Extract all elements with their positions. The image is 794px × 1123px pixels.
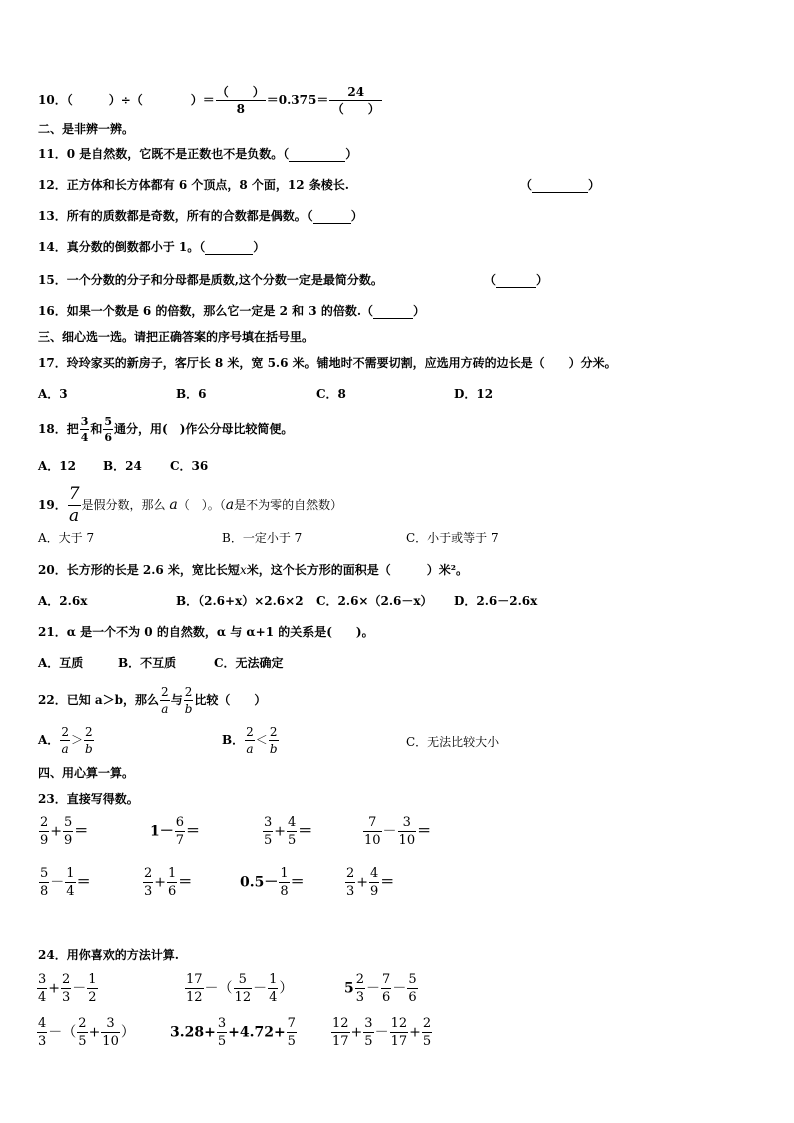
denominator: 3 (346, 884, 355, 899)
paren: ） (350, 209, 363, 223)
fraction (185, 973, 204, 1004)
fraction (329, 86, 382, 115)
q18-pre: 18．把 (38, 422, 79, 436)
fraction (355, 973, 365, 1004)
greater-than: ＞ (70, 733, 83, 747)
q14-text: 14．真分数的倒数都小于 1。（ (38, 240, 206, 254)
q11-text: 11．0 是自然数，它既不是正数也不是负数。（ (38, 147, 290, 161)
q20-post: 米，这个长方形的面积是（ ）米²。 (246, 563, 468, 577)
denominator: 4 (66, 884, 75, 899)
q13-text: 13．所有的质数都是奇数，所有的合数都是偶数。（ (38, 209, 313, 223)
fraction (287, 816, 297, 847)
paren: ） (588, 178, 601, 192)
answer-blank[interactable] (532, 180, 588, 193)
fraction (160, 686, 170, 715)
numerator: 3 (264, 815, 273, 830)
denominator: 17 (332, 1034, 349, 1049)
denominator: 17 (390, 1034, 408, 1049)
q19-option-c[interactable]: C．小于或等于 7 (406, 531, 499, 545)
denominator: 2 (88, 990, 97, 1005)
q22-option-b[interactable] (222, 726, 280, 755)
numerator: 2 (61, 725, 69, 739)
fraction (287, 1017, 297, 1048)
denominator: 5 (78, 1034, 87, 1049)
decimal-term: +4.72+ (228, 1024, 286, 1041)
fraction (84, 726, 94, 755)
q19-option-a[interactable]: A．大于 7 (38, 531, 95, 545)
q15-text: 15．一个分数的分子和分母都是质数,这个分数一定是最简分数。 (38, 273, 383, 287)
numerator: 4 (38, 1016, 47, 1031)
equals: ＝ (186, 823, 201, 840)
q19-post: （ ）。（ (177, 498, 226, 512)
denominator: 10 (364, 833, 381, 848)
numerator: 2 (161, 685, 169, 699)
numerator: 2 (422, 1016, 432, 1031)
numerator: 2 (346, 866, 355, 881)
numerator: 5 (40, 866, 49, 881)
question-17: 17．玲玲家买的新房子，客厅长 8 米，宽 5.6 米。铺地时不需要切割，应选用方砖的边长是（ ）分米。 (38, 356, 617, 370)
question-22 (38, 686, 266, 715)
fraction (175, 816, 185, 847)
fraction (39, 867, 49, 898)
denominator: a (69, 506, 80, 526)
fraction (60, 726, 70, 755)
numerator: 2 (62, 972, 71, 987)
denominator: a (61, 742, 69, 756)
fraction (80, 416, 90, 443)
denominator: 3 (38, 1034, 47, 1049)
denominator: 6 (408, 990, 417, 1005)
fraction (345, 867, 355, 898)
fraction (217, 1017, 227, 1048)
question-15 (38, 272, 383, 288)
fraction (422, 1017, 432, 1048)
denominator: 6 (382, 990, 391, 1005)
numerator: 2 (269, 725, 278, 739)
operator: + (356, 874, 369, 891)
fraction (61, 973, 71, 1004)
numerator: 7 (68, 484, 80, 504)
fraction (381, 973, 391, 1004)
q20-option-b[interactable]: B．（2.6+x）×2.6×2 (176, 594, 304, 608)
q17-option-d[interactable]: D．12 (454, 387, 494, 401)
operator: + (50, 823, 63, 840)
numerator: 12 (390, 1016, 408, 1031)
fraction (216, 86, 266, 115)
numerator: 3 (101, 1017, 120, 1033)
question-10 (38, 86, 383, 115)
q20-option-a[interactable]: A．2.6x (38, 594, 88, 608)
question-16 (38, 303, 425, 319)
q21-option-a[interactable]: A．互质 (38, 656, 84, 670)
paren: （ (520, 178, 533, 192)
paren: ） (120, 1024, 135, 1041)
q18-option-a[interactable]: A．12 (38, 459, 77, 473)
answer-blank[interactable] (496, 275, 536, 288)
denominator: 5 (288, 833, 297, 848)
variable-a: a (225, 497, 235, 513)
denominator: （ ） (331, 102, 380, 116)
denominator: 9 (64, 833, 73, 848)
calc-item (142, 867, 192, 898)
operator: + (88, 1024, 101, 1041)
fraction (65, 867, 75, 898)
q16-text: 16．如果一个数是 6 的倍数，那么它一定是 2 和 3 的倍数.（ (38, 304, 373, 318)
fraction (363, 1017, 373, 1048)
numerator: 3 (364, 1016, 373, 1031)
numerator: 1 (168, 866, 177, 881)
operator: －（ (204, 980, 233, 997)
section-2-heading: 二、是非辨一辨。 (38, 122, 135, 136)
fraction (398, 816, 417, 847)
numerator: 5 (408, 972, 417, 987)
answer-blank[interactable] (373, 306, 413, 319)
operator: － (50, 874, 65, 891)
numerator: 3 (217, 1016, 227, 1031)
numerator: 6 (175, 815, 185, 830)
equals: ＝ (76, 874, 91, 891)
numerator: 24 (329, 86, 382, 101)
denominator: 8 (280, 884, 289, 899)
operator: －（ (48, 1024, 77, 1041)
calc-item (38, 867, 91, 898)
calc-item (362, 816, 431, 847)
equals: ＝ (178, 874, 193, 891)
answer-blank[interactable] (205, 242, 253, 255)
q10-mid: ＝0.375＝ (266, 93, 329, 107)
question-21: 21．α 是一个不为 0 的自然数，α 与 α+1 的关系是( )。 (38, 625, 374, 639)
q22-post: 比较（ ） (194, 693, 267, 707)
numerator: 4 (288, 815, 297, 830)
equals: ＝ (417, 823, 432, 840)
fraction (87, 973, 97, 1004)
numerator: 2 (78, 1016, 87, 1031)
calc-item (262, 816, 312, 847)
operator: + (274, 823, 287, 840)
paren: （ (484, 273, 497, 287)
operator: + (350, 1024, 363, 1041)
q22-pre: 22．已知 a＞b，那么 (38, 693, 160, 707)
operator: － (72, 980, 87, 997)
q18-option-c[interactable]: C．36 (170, 459, 209, 473)
q22-option-c[interactable]: C．无法比较大小 (406, 735, 500, 749)
q22-and: 与 (170, 693, 183, 707)
q21-option-c[interactable]: C．无法确定 (214, 656, 284, 670)
numerator: 3 (398, 816, 417, 832)
numerator: 7 (363, 816, 382, 832)
calc-item (38, 816, 88, 847)
denominator: 8 (236, 102, 245, 116)
section-4-heading: 四、用心算一算。 (38, 766, 135, 780)
denominator: b (84, 742, 93, 756)
q19-option-b[interactable]: B．一定小于 7 (222, 531, 303, 545)
numerator: 3 (38, 972, 47, 987)
fraction (268, 973, 278, 1004)
fraction (68, 486, 81, 525)
q22-option-a[interactable] (38, 726, 95, 755)
numerator: 2 (144, 866, 153, 881)
denominator: 5 (287, 1034, 296, 1049)
numerator: 7 (382, 972, 391, 987)
calc-item (344, 867, 394, 898)
paren: ） (345, 147, 358, 161)
denominator: 4 (80, 431, 89, 444)
numerator: 5 (104, 415, 113, 428)
denominator: 3 (355, 990, 365, 1005)
question-20 (38, 562, 468, 578)
fraction (143, 867, 153, 898)
calc-expression-5 (170, 1017, 298, 1048)
denominator: 12 (234, 990, 252, 1005)
q20-option-d[interactable]: D．2.6－2.6x (454, 594, 538, 608)
denominator: 5 (264, 833, 273, 848)
denominator: b (184, 702, 193, 716)
numerator: 3 (80, 415, 89, 428)
q18-and: 和 (90, 422, 103, 436)
paren: ） (413, 304, 426, 318)
denominator: 9 (40, 833, 49, 848)
q17-option-c[interactable]: C．8 (316, 387, 346, 401)
denominator: a (246, 742, 254, 756)
option-letter: B． (222, 733, 245, 747)
numerator: 12 (332, 1016, 349, 1031)
fraction (39, 816, 49, 847)
calc-item (150, 816, 200, 847)
option-letter: A． (38, 733, 60, 747)
numerator: （ ） (216, 85, 265, 99)
denominator: 5 (217, 1034, 227, 1049)
section-3-heading: 三、细心选一选。请把正确答案的序号填在括号里。 (38, 330, 315, 344)
operator: + (48, 980, 61, 997)
q18-option-b[interactable]: B．24 (103, 459, 142, 473)
question-18 (38, 416, 293, 443)
paren: ） (279, 980, 294, 997)
question-11 (38, 146, 357, 162)
calc-expression-3 (344, 973, 419, 1004)
equals: ＝ (298, 823, 313, 840)
question-19 (38, 486, 342, 525)
variable-x: x (239, 563, 247, 577)
denominator: 9 (370, 884, 379, 899)
q21-option-b[interactable]: B．不互质 (118, 656, 177, 670)
q-number: 10． (38, 93, 67, 107)
operator: － (366, 980, 381, 997)
q19-mid: 是假分数，那么 (81, 498, 166, 512)
fraction (37, 1017, 47, 1048)
numerator: 2 (40, 815, 49, 830)
answer-blank[interactable] (289, 149, 345, 162)
denominator: 3 (144, 884, 153, 899)
denominator: b (269, 742, 278, 756)
fraction (407, 973, 417, 1004)
equals: ＝ (380, 874, 395, 891)
variable-a: a (169, 497, 178, 513)
numerator: 1 (269, 972, 278, 987)
fraction (103, 416, 113, 443)
numerator: 2 (246, 725, 254, 739)
numerator: 17 (186, 972, 203, 987)
denominator: 5 (422, 1034, 432, 1049)
question-15-answer (484, 272, 548, 288)
numerator: 5 (234, 973, 253, 989)
fraction (269, 726, 279, 755)
denominator: 8 (40, 884, 49, 899)
fraction (184, 686, 194, 715)
less-than: ＜ (255, 733, 268, 747)
question-24: 24．用你喜欢的方法计算. (38, 948, 179, 962)
q17-option-a[interactable]: A．3 (38, 387, 68, 401)
operator: － (392, 980, 407, 997)
fraction (77, 1017, 87, 1048)
fraction (363, 816, 382, 847)
equals: ＝ (74, 823, 89, 840)
denominator: 10 (398, 833, 416, 848)
calc-expression-6 (330, 1017, 433, 1048)
denominator: a (161, 702, 169, 716)
fraction (234, 973, 253, 1004)
calc-expression-4 (36, 1017, 135, 1048)
q20-pre: 20．长方形的长是 2.6 米，宽比长短 (38, 563, 240, 577)
q10-text: （ ）÷（ ）＝ (66, 93, 215, 107)
numerator: 7 (287, 1016, 296, 1031)
denominator: 12 (186, 990, 203, 1005)
question-12 (38, 177, 349, 193)
q20-option-c[interactable]: C．2.6×（2.6－x） (316, 594, 433, 608)
fraction (369, 867, 379, 898)
operator: + (409, 1024, 421, 1041)
denominator: 6 (168, 884, 177, 899)
operator: － (253, 980, 268, 997)
fraction (63, 816, 73, 847)
paren: ） (253, 240, 266, 254)
fraction (279, 867, 289, 898)
denominator: 3 (62, 990, 71, 1005)
numerator: 2 (84, 725, 93, 739)
denominator: 10 (102, 1034, 119, 1049)
question-23: 23．直接写得数。 (38, 792, 139, 806)
numerator: 1 (88, 972, 97, 987)
denominator: 4 (38, 990, 47, 1005)
q12-text: 12．正方体和长方体都有 6 个顶点，8 个面，12 条棱长. (38, 178, 349, 192)
operator: － (382, 823, 397, 840)
numerator: 1 (66, 866, 75, 881)
denominator: 7 (175, 833, 185, 848)
operator: + (154, 874, 167, 891)
decimal-term: 3.28+ (170, 1024, 216, 1041)
fraction (263, 816, 273, 847)
calc-item (240, 867, 305, 898)
operator: － (374, 1024, 389, 1041)
q17-option-b[interactable]: B．6 (176, 387, 207, 401)
fraction (331, 1017, 350, 1048)
answer-blank[interactable] (313, 211, 351, 224)
equals: ＝ (290, 874, 305, 891)
fraction (101, 1017, 120, 1048)
numerator: 2 (184, 685, 193, 699)
question-13 (38, 208, 363, 224)
q19-post2: 是不为零的自然数） (234, 498, 343, 512)
numerator: 1 (280, 866, 289, 881)
fraction (167, 867, 177, 898)
calc-expression-1 (36, 973, 99, 1004)
whole-part: 5 (344, 980, 354, 997)
whole-part: 0.5－ (240, 874, 279, 891)
numerator: 4 (370, 866, 379, 881)
denominator: 5 (364, 1034, 373, 1049)
question-12-answer (520, 177, 600, 193)
q19-pre: 19． (38, 498, 67, 512)
calc-expression-2 (184, 973, 293, 1004)
denominator: 6 (104, 431, 113, 444)
fraction (390, 1017, 409, 1048)
whole-part: 1－ (150, 823, 174, 840)
numerator: 2 (355, 972, 365, 987)
paren: ） (536, 273, 549, 287)
q18-post: 通分，用( )作公分母比较简便。 (114, 422, 294, 436)
fraction (37, 973, 47, 1004)
fraction (245, 726, 255, 755)
numerator: 5 (64, 815, 73, 830)
question-14 (38, 239, 265, 255)
denominator: 4 (269, 990, 278, 1005)
